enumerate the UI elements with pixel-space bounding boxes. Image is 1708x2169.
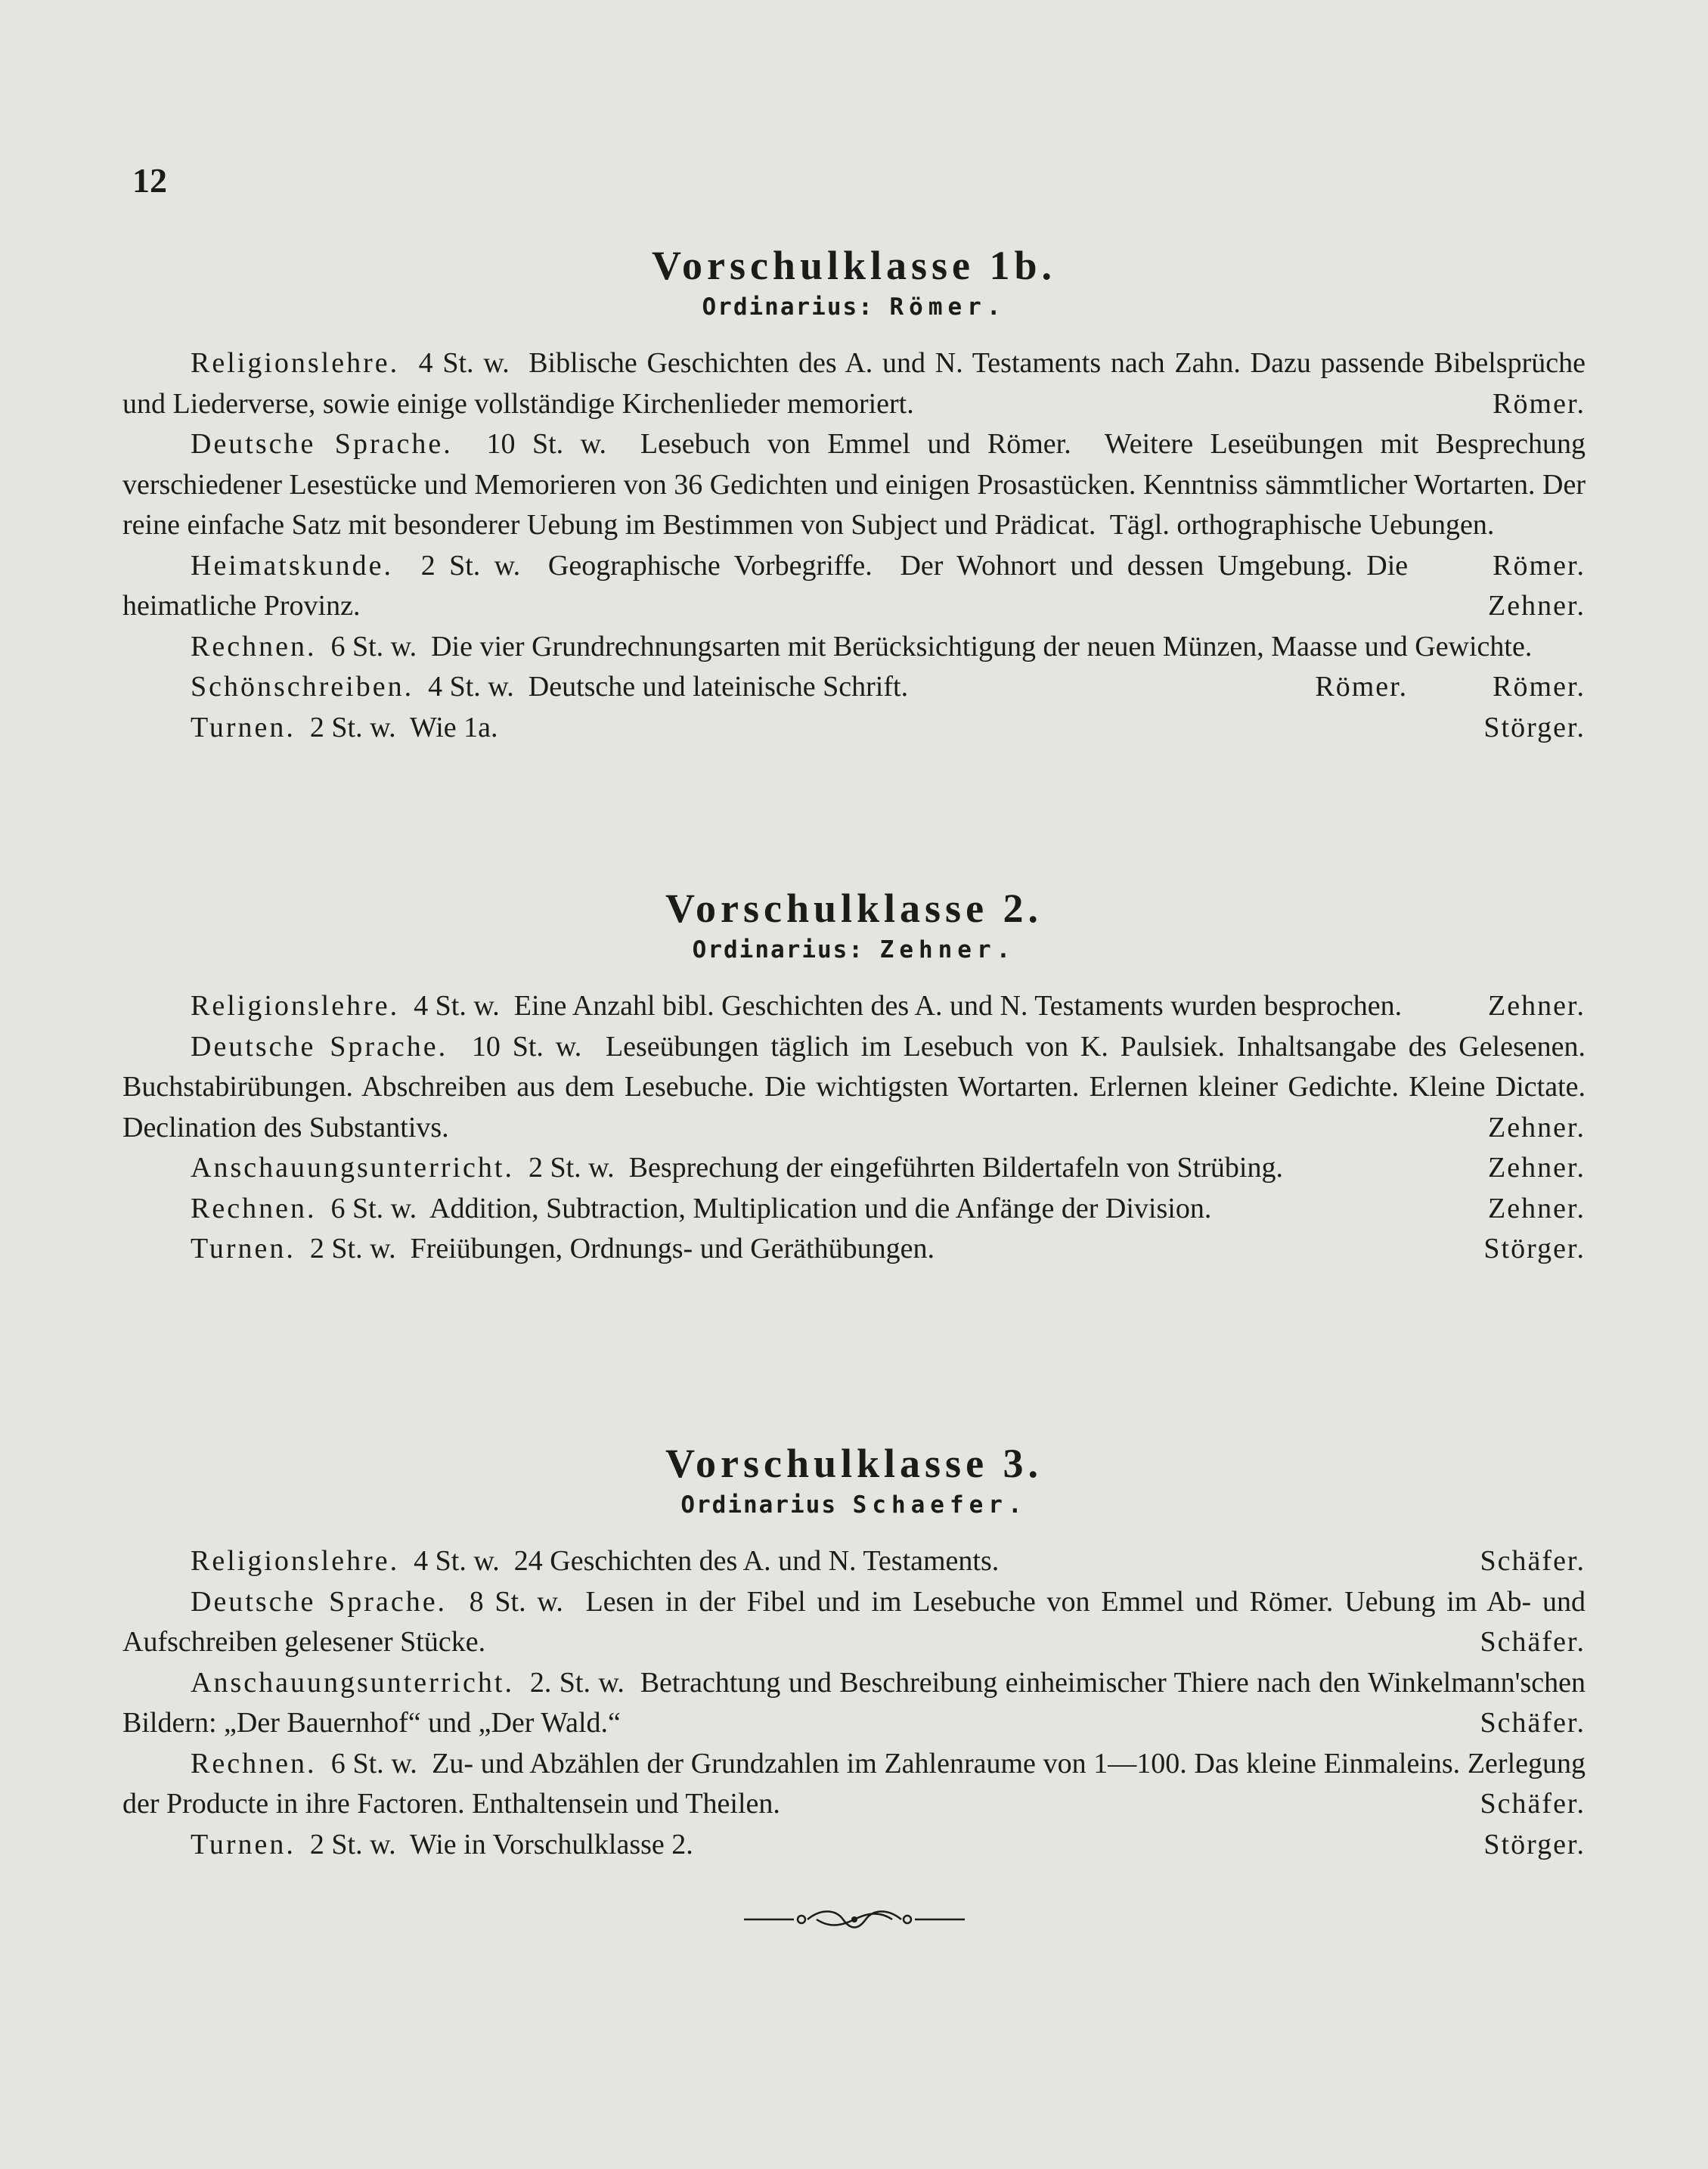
subject-entry [122,1744,1593,1825]
teacher-name: Störger. [1483,1233,1586,1264]
subject-text: 2 St. w. Geographische Vorbegriffe. Der Wohnort und dessen Umgebung. Die heimatliche Provinz. [122,549,1415,622]
subject-entry [122,986,1586,1027]
subject-text: 2. St. w. Betrachtung und Beschreibung einheimischer Thiere nach den Winkelmann'schen Bildern: „Der Bauernhof“ und „Der Wald.“ [122,1666,1593,1739]
teacher-name: Schäfer. [1480,1626,1586,1658]
ordinarius-line [122,1488,1586,1522]
teacher-name: Römer. [1315,671,1409,703]
teacher-name: Römer. [1493,671,1586,703]
subject-entry [122,1027,1593,1149]
subject-name: Turnen. [191,1828,296,1860]
subject-text: 8 St. w. Lesen in der Fibel und im Lesebuche von Emmel und Römer. Uebung im Ab- und Aufschreiben gelesener Stücke. [122,1585,1592,1658]
subject-text: 6 St. w. Zu- und Abzählen der Grundzahlen im Zahlenraume von 1—100. Das kleine Einmaleins. Zerlegung der Producte in ihre Factoren. Enthaltensein und Theilen. [122,1747,1593,1820]
section-title: Vorschulklasse 2. [665,886,1043,931]
subject-text: 2 St. w. Freiübungen, Ordnungs- und Geräthübungen. [295,1233,935,1264]
subject-name: Rechnen. [191,630,317,662]
subject-text: 6 St. w. Die vier Grundrechnungsarten mit Berücksichtigung der neuen Münzen, Maasse und Gewichte. [316,630,1533,662]
section-title: Vorschulklasse 1b. [651,243,1057,288]
page-number: 12 [132,161,167,200]
subject-entry [122,1541,1586,1582]
subject-name: Religionslehre. [191,347,400,379]
teacher-name: Zehner. [1487,590,1586,622]
teacher-name: Schäfer. [1480,1707,1586,1739]
subject-entry [122,1189,1586,1230]
subject-entry [122,1148,1586,1189]
subject-entry [122,1229,1586,1270]
subject-entry [122,708,1586,749]
subject-text: 4 St. w. Biblische Geschichten des A. und N. Testaments nach Zahn. Dazu passende Bibelsprüche und Liederverse, sowie einige vollständige Kirchenlieder memoriert. [122,347,1593,420]
subject-text: 2 St. w. Wie 1a. [295,711,498,743]
subject-name: Religionslehre. [191,1545,400,1577]
ordinarius-line [122,933,1586,967]
subject-name: Deutsche Sprache. [191,1030,448,1063]
teacher-name: Römer. [1493,549,1586,582]
subject-name: Anschauungsunterricht. [191,1152,514,1184]
subject-name: Heimatskunde. [191,549,394,582]
teacher-name: Römer. [1493,387,1586,420]
subject-name: Anschauungsunterricht. [191,1666,514,1699]
subject-name: Deutsche Sprache. [191,1585,448,1618]
ordinarius-name: Römer. [889,293,1006,321]
subject-text: 10 St. w. Lesebuch von Emmel und Römer. Weitere Leseübungen mit Besprechung verschiedener Lesestücke und Memorieren von 36 Gedichten und einigen Prosastücken. Kenntniss sämmtlicher Wortarten. Der reine einfache Satz mit besonderer Uebung im Bestimmen von Subject und Prädicat. Tägl. orthographische Uebungen. [122,428,1593,541]
section-vorschulklasse-3 [122,1438,1593,1865]
section-title: Vorschulklasse 3. [665,1441,1043,1486]
subject-name: Turnen. [191,1233,296,1264]
teacher-name: Zehner. [1487,1152,1586,1184]
teacher-name: Schäfer. [1480,1788,1586,1820]
subject-text: 10 St. w. Leseübungen täglich im Lesebuch von K. Paulsiek. Inhaltsangabe des Gelesenen. Buchstabirübungen. Abschreiben aus dem Lesebuche. Die wichtigsten Wortarten. Erlernen kleiner Gedichte. Kleine Dictate. Declination des Substantivs. [122,1030,1593,1143]
subject-name: Turnen. [191,711,296,743]
ordinarius-name: Schaefer. [852,1491,1028,1519]
ordinarius-name: Zehner. [879,936,1016,963]
ordinarius-label: Ordinarius [680,1491,837,1519]
subject-entry [122,1663,1593,1744]
subject-text: 2 St. w. Besprechung der eingeführten Bildertafeln von Strübing. [513,1152,1283,1184]
subject-text: 4 St. w. Eine Anzahl bibl. Geschichten des A. und N. Testaments wurden besprochen. [399,990,1403,1022]
teacher-name: Zehner. [1487,1111,1586,1143]
subject-text: 2 St. w. Wie in Vorschulklasse 2. [295,1828,693,1860]
subject-name: Religionslehre. [191,990,400,1022]
teacher-name: Störger. [1483,1828,1586,1860]
subject-entry [122,546,1586,627]
subject-entry [122,1825,1586,1866]
subject-name: Rechnen. [191,1747,317,1780]
subject-name: Deutsche Sprache. [191,428,453,460]
section-vorschulklasse-2 [122,883,1593,1270]
teacher-name: Zehner. [1487,990,1586,1022]
subject-entry [122,343,1593,424]
closing-ornament-icon [741,1904,968,1935]
subject-name: Rechnen. [191,1192,317,1224]
subject-text: 4 St. w. 24 Geschichten des A. und N. Testaments. [399,1545,1000,1577]
teacher-name: Störger. [1483,711,1586,743]
subject-entry [122,1582,1592,1663]
subject-entry [122,667,1586,708]
section-vorschulklasse-1b [122,240,1593,748]
teacher-name: Zehner. [1487,1192,1586,1224]
ordinarius-label: Ordinarius: [702,293,874,321]
subject-name: Schönschreiben. [191,671,414,703]
teacher-name: Schäfer. [1480,1545,1586,1577]
subject-text: 4 St. w. Deutsche und lateinische Schrift. [414,671,909,703]
subject-text: 6 St. w. Addition, Subtraction, Multiplication und die Anfänge der Division. [316,1192,1212,1224]
ordinarius-label: Ordinarius: [692,936,864,963]
ordinarius-line [122,290,1586,324]
